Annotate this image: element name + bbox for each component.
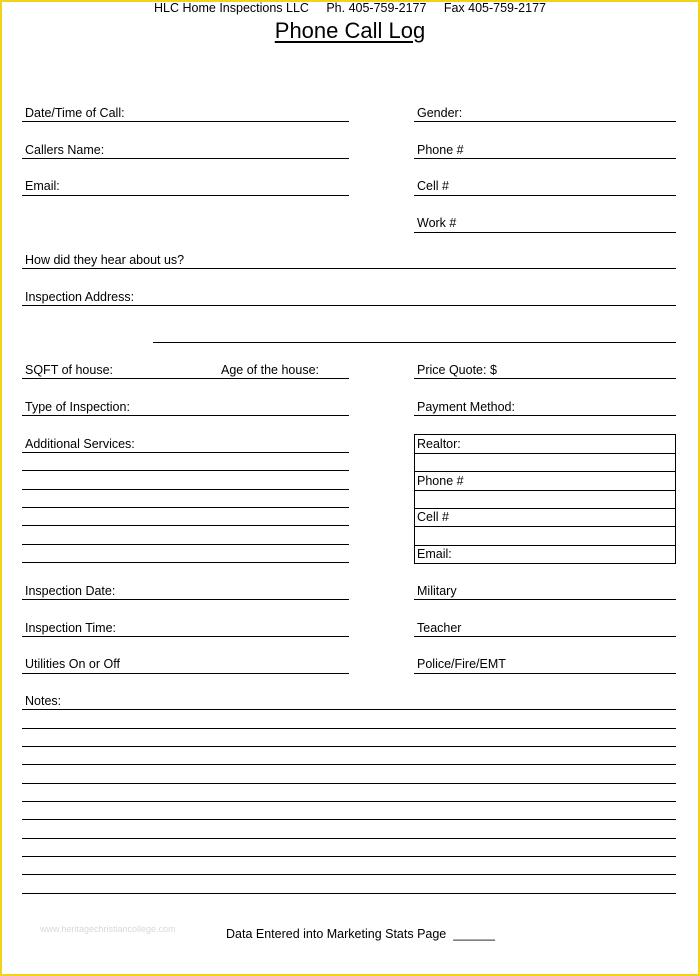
type-inspection-field[interactable] bbox=[22, 415, 349, 416]
notes-line[interactable] bbox=[22, 783, 676, 784]
teacher-label: Teacher bbox=[417, 621, 462, 635]
notes-line[interactable] bbox=[22, 856, 676, 857]
date-time-field[interactable] bbox=[22, 121, 349, 122]
marketing-stats-footer: Data Entered into Marketing Stats Page ______ bbox=[226, 927, 495, 941]
notes-line[interactable] bbox=[22, 838, 676, 839]
additional-services-line[interactable] bbox=[22, 489, 349, 490]
inspection-time-label: Inspection Time: bbox=[25, 621, 117, 635]
notes-line[interactable] bbox=[22, 709, 676, 710]
additional-services-line[interactable] bbox=[22, 562, 349, 563]
sqft-label: SQFT of house: bbox=[25, 363, 114, 377]
realtor-box-divider bbox=[415, 453, 675, 454]
inspection-address-field-line2[interactable] bbox=[153, 342, 676, 343]
police-fire-emt-label: Police/Fire/EMT bbox=[417, 657, 506, 671]
inspection-time-field[interactable] bbox=[22, 636, 349, 637]
military-field[interactable] bbox=[414, 599, 676, 600]
cell-field[interactable] bbox=[414, 195, 676, 196]
utilities-label: Utilities On or Off bbox=[25, 657, 120, 671]
email-label: Email: bbox=[25, 179, 60, 193]
work-label: Work # bbox=[417, 216, 457, 230]
cell-label: Cell # bbox=[417, 179, 449, 193]
realtor-email-label: Email: bbox=[417, 547, 452, 561]
additional-services-label: Additional Services: bbox=[25, 437, 135, 451]
type-inspection-label: Type of Inspection: bbox=[25, 400, 130, 414]
notes-line[interactable] bbox=[22, 728, 676, 729]
additional-services-line[interactable] bbox=[22, 452, 349, 453]
payment-method-label: Payment Method: bbox=[417, 400, 515, 414]
realtor-phone-label: Phone # bbox=[417, 474, 464, 488]
email-field[interactable] bbox=[22, 195, 349, 196]
inspection-address-label: Inspection Address: bbox=[25, 290, 135, 304]
realtor-box-divider bbox=[415, 526, 675, 527]
company-fax: Fax 405-759-2177 bbox=[443, 1, 546, 15]
inspection-date-field[interactable] bbox=[22, 599, 349, 600]
additional-services-line[interactable] bbox=[22, 470, 349, 471]
inspection-address-field[interactable] bbox=[22, 305, 676, 306]
phone-field[interactable] bbox=[414, 158, 676, 159]
date-time-label: Date/Time of Call: bbox=[25, 106, 125, 120]
realtor-box-divider bbox=[415, 508, 675, 509]
company-name: HLC Home Inspections LLC bbox=[154, 1, 309, 15]
police-fire-emt-field[interactable] bbox=[414, 673, 676, 674]
callers-name-label: Callers Name: bbox=[25, 143, 105, 157]
notes-line[interactable] bbox=[22, 801, 676, 802]
age-label: Age of the house: bbox=[221, 363, 319, 377]
notes-line[interactable] bbox=[22, 746, 676, 747]
watermark: www.heritagechristiancollege.com bbox=[40, 924, 176, 934]
price-quote-field[interactable] bbox=[414, 378, 676, 379]
callers-name-field[interactable] bbox=[22, 158, 349, 159]
gender-label: Gender: bbox=[417, 106, 463, 120]
page-title bbox=[0, 18, 700, 44]
realtor-box bbox=[414, 434, 676, 564]
price-quote-label: Price Quote: $ bbox=[417, 363, 497, 377]
notes-line[interactable] bbox=[22, 893, 676, 894]
military-label: Military bbox=[417, 584, 457, 598]
company-phone: Ph. 405-759-2177 bbox=[326, 1, 427, 15]
additional-services-line[interactable] bbox=[22, 525, 349, 526]
notes-line[interactable] bbox=[22, 764, 676, 765]
realtor-box-divider bbox=[415, 545, 675, 546]
hear-about-label: How did they hear about us? bbox=[25, 253, 185, 267]
company-header bbox=[0, 1, 700, 15]
realtor-cell-label: Cell # bbox=[417, 510, 449, 524]
realtor-box-divider bbox=[415, 490, 675, 491]
gender-field[interactable] bbox=[414, 121, 676, 122]
work-field[interactable] bbox=[414, 232, 676, 233]
realtor-label: Realtor: bbox=[417, 437, 461, 451]
inspection-date-label: Inspection Date: bbox=[25, 584, 116, 598]
realtor-box-divider bbox=[415, 471, 675, 472]
teacher-field[interactable] bbox=[414, 636, 676, 637]
sqft-age-field[interactable] bbox=[22, 378, 349, 379]
additional-services-line[interactable] bbox=[22, 544, 349, 545]
notes-label: Notes: bbox=[25, 694, 62, 708]
hear-about-field[interactable] bbox=[22, 268, 676, 269]
page-title-text: Phone Call Log bbox=[274, 18, 426, 43]
notes-line[interactable] bbox=[22, 819, 676, 820]
phone-label: Phone # bbox=[417, 143, 464, 157]
utilities-field[interactable] bbox=[22, 673, 349, 674]
payment-method-field[interactable] bbox=[414, 415, 676, 416]
additional-services-line[interactable] bbox=[22, 507, 349, 508]
notes-line[interactable] bbox=[22, 874, 676, 875]
